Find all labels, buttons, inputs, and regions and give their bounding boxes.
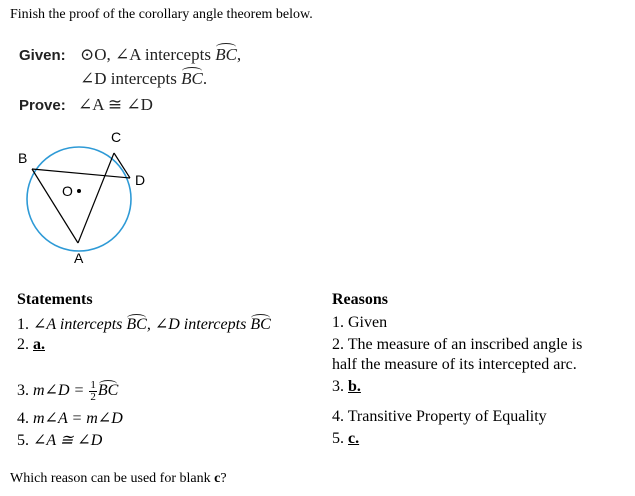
statement-2: 2. a. (17, 336, 45, 353)
reason-4: 4. Transitive Property of Equality (332, 408, 547, 425)
question-text: Which reason can be used for blank c? (10, 471, 227, 486)
reason-2-continued: half the measure of its intercepted arc. (332, 356, 577, 373)
label-b: B (18, 150, 28, 166)
label-c: C (111, 129, 122, 145)
blank-c: c. (348, 430, 360, 447)
blank-b: b. (348, 378, 361, 395)
arc-bc: BC (181, 69, 203, 88)
statement-3: 3. m∠D = $\frac{1}{2}$ BC (17, 379, 119, 403)
center-point (77, 189, 81, 193)
segment-cd (114, 153, 130, 178)
statement-5: 5. ∠A ≅ ∠D (17, 432, 103, 449)
fraction-one-half: $\frac{1}{2}$ (90, 379, 96, 403)
prove-label: Prove: (19, 97, 66, 114)
circle-o (27, 147, 131, 251)
statement-4: 4. m∠A = m∠D (17, 410, 123, 427)
given-line-1: ⊙O, ∠A intercepts BC, (80, 45, 242, 64)
reason-5: 5. c. (332, 430, 360, 447)
reasons-header: Reasons (332, 291, 389, 308)
prove-statement: ∠A ≅ ∠D (78, 95, 153, 114)
segment-ca (78, 153, 114, 243)
reason-3: 3. b. (332, 378, 361, 395)
given-label: Given: (19, 47, 66, 64)
given-line-2: ∠D intercepts BC. (80, 69, 208, 88)
statements-header: Statements (17, 291, 93, 308)
label-d: D (135, 172, 146, 188)
reason-1: 1. Given (332, 314, 388, 331)
arc-bc: BC (215, 45, 237, 64)
instruction-text: Finish the proof of the corollary angle theorem below. (10, 7, 313, 22)
statement-1: 1. ∠A intercepts BC, ∠D intercepts BC (17, 316, 271, 333)
reason-2: 2. The measure of an inscribed angle is (332, 336, 583, 353)
label-a: A (74, 250, 84, 266)
segment-bd (32, 169, 130, 178)
circle-figure (10, 125, 160, 275)
blank-a: a. (33, 336, 45, 353)
label-o: O (62, 183, 73, 199)
